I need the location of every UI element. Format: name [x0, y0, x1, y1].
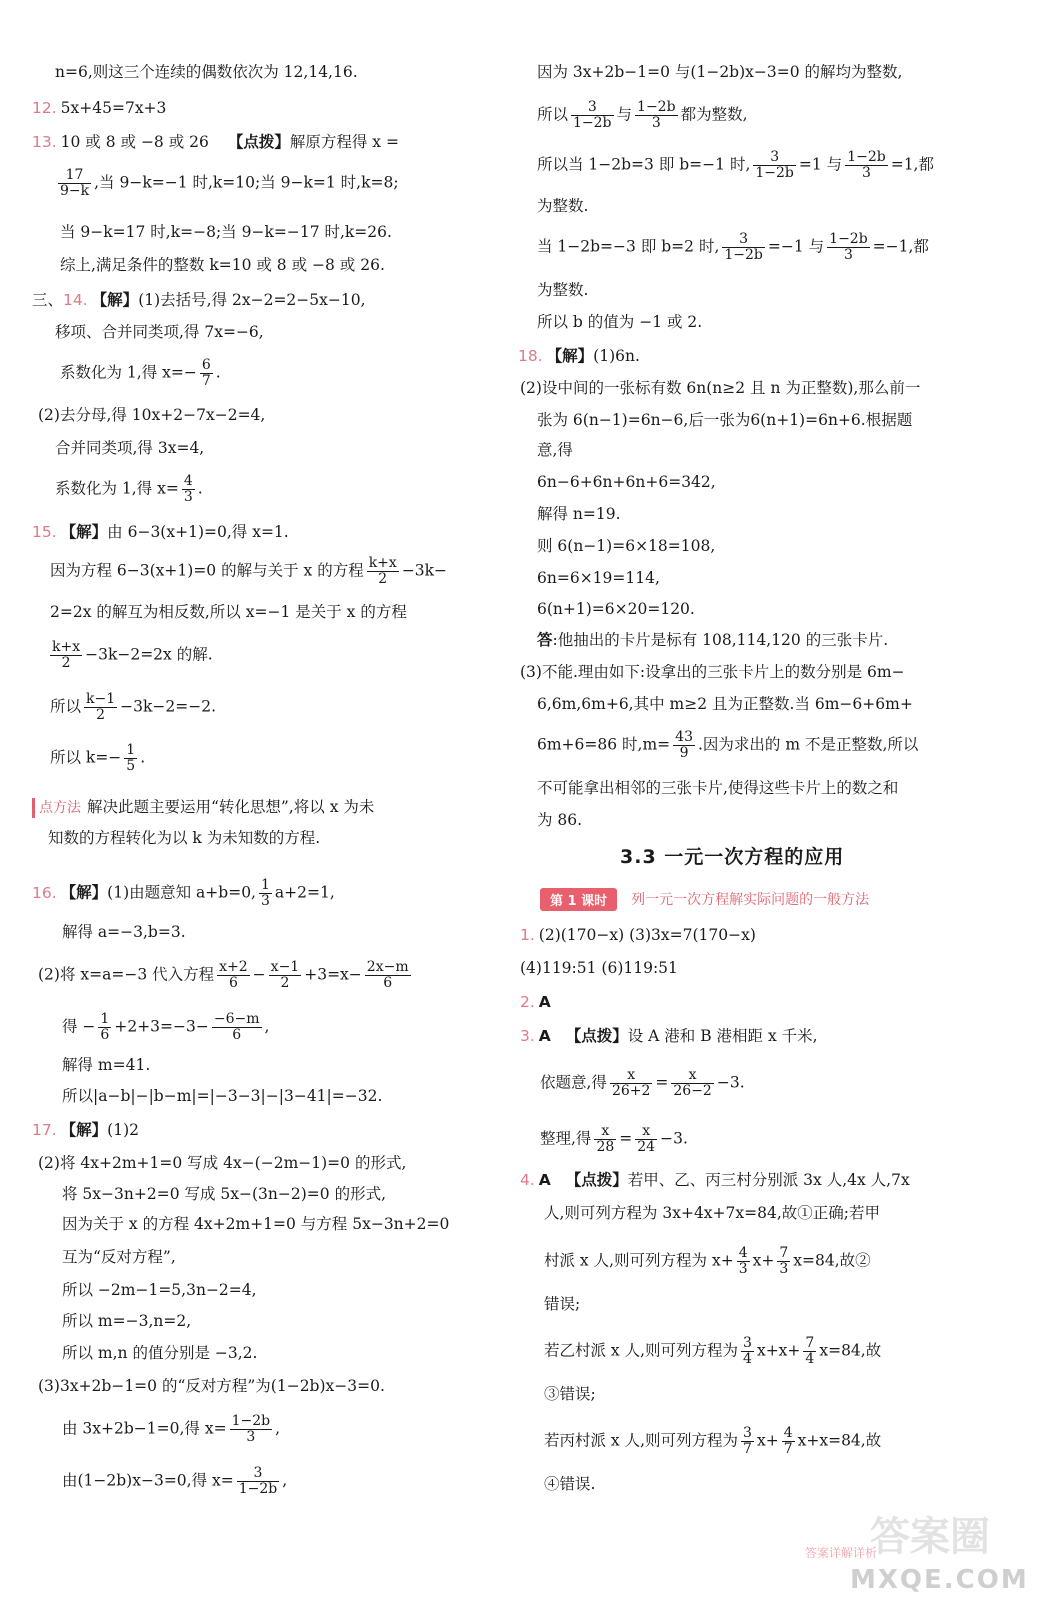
text-line — [537, 100, 748, 131]
text: 若乙村派 x 人,则可列方程为 — [544, 1341, 739, 1360]
text-line — [544, 1336, 881, 1367]
question-number: 3. — [520, 1027, 535, 1045]
text-line: 由 3x+2b−1=0,得 x= $\frac{1-2b}{3}$ , — [62, 1413, 281, 1445]
text: (2)(170−x) (3)3x=7(170−x) — [538, 926, 756, 944]
text: x+x+ — [756, 1341, 801, 1360]
text-line: (4)119:51 (6)119:51 — [520, 959, 678, 977]
text-line: 系数化为 1,得 x=− $\frac{6}{7}$ . — [60, 357, 221, 389]
fraction: $\frac{k+x}{2}$ — [52, 639, 81, 671]
text-line: ④错误. — [544, 1475, 596, 1493]
answer-2 — [520, 992, 551, 1012]
lesson-badge: 第 1 课时 — [540, 888, 617, 911]
text-line: 为 86. — [537, 811, 583, 829]
text-line: 所以 k=− $\frac{1}{5}$ . — [50, 742, 146, 774]
fraction: $\frac{3}{4}$ — [743, 1335, 752, 1367]
text: 由 6−3(x+1)=0,得 x=1. — [107, 523, 289, 541]
text: =−1 与 — [767, 237, 825, 256]
text-line: 则 6(n−1)=6×18=108, — [537, 537, 716, 555]
text: .因为求出的 m 不是正整数,所以 — [698, 735, 919, 754]
text-line: 将 5x−3n+2=0 写成 5x−(3n−2)=0 的形式, — [62, 1185, 386, 1203]
fraction: $\frac{1-2b}{3}$ — [231, 1413, 271, 1445]
text-line: 依题意,得 $\frac{x}{26+2}$ = $\frac{x}{26-2}$ −3. — [540, 1067, 745, 1099]
watermark-url: MXQE.COM — [850, 1565, 1029, 1595]
text-line: (2)将 x=a=−3 代入方程 $\frac{x+2}{6}$ − $\frac{x-1}{2}$ +3=x− $\frac{2x-m}{6}$ — [38, 959, 409, 991]
answer-choice: A — [538, 993, 551, 1011]
text: 系数化为 1,得 x=− — [60, 363, 197, 382]
question-number: 13. — [32, 133, 57, 151]
text-line: (2)设中间的一张标有数 6n(n≥2 且 n 为正整数),那么前一 — [520, 379, 921, 397]
text-line — [50, 640, 213, 671]
fraction: $\frac{3}{7}$ — [743, 1425, 752, 1457]
hint-tag: 【点拨】 — [227, 133, 290, 151]
method-note — [32, 797, 374, 818]
text-line: 所以 m=−3,n=2, — [62, 1312, 192, 1330]
fraction: $\frac{x+2}{6}$ — [219, 959, 248, 991]
text: x+x=84,故 — [797, 1431, 882, 1450]
text: (1)2 — [107, 1121, 139, 1139]
question-12 — [32, 98, 166, 118]
text-line: 6(n+1)=6×20=120. — [537, 600, 695, 618]
question-number: 14. — [63, 291, 88, 309]
solution-tag: 【解】 — [546, 347, 594, 365]
text-line: 所以 m,n 的值分别是 −3,2. — [62, 1344, 258, 1362]
fraction: $\frac{4}{3}$ — [183, 473, 193, 505]
fraction: $\frac{1}{3}$ — [260, 877, 270, 909]
text-line: 人,则可列方程为 3x+4x+7x=84,故①正确;若甲 — [544, 1204, 880, 1222]
fraction: $\frac{3}{1-2b}$ — [573, 99, 612, 131]
text: −3. — [716, 1073, 745, 1092]
solution-tag: 【解】 — [60, 523, 108, 541]
question-13 — [32, 132, 399, 152]
text: (1)由题意知 a+b=0, — [107, 883, 256, 902]
text: 所以当 1−2b=3 即 b=−1 时, — [537, 155, 751, 174]
text: 与 — [616, 105, 633, 124]
text-line: 意,得 — [537, 441, 573, 459]
text-line: (2)将 4x+2m+1=0 写成 4x−(−2m−1)=0 的形式, — [38, 1154, 407, 1172]
question-18 — [518, 346, 640, 366]
question-number: 15. — [32, 523, 57, 541]
answer-text: 10 或 8 或 −8 或 26 — [60, 133, 209, 151]
question-16 — [32, 878, 335, 909]
text-line: 知数的方程转化为以 k 为未知数的方程. — [48, 829, 321, 847]
fraction: $\frac{1}{5}$ — [126, 742, 136, 774]
text: −3k−2=−2. — [120, 697, 216, 716]
fraction: $\frac{1-2b}{3}$ — [637, 99, 676, 131]
fraction: $\frac{4}{3}$ — [738, 1245, 748, 1277]
text-line: 解得 a=−3,b=3. — [62, 923, 186, 941]
answer-choice: A — [538, 1171, 551, 1189]
answer-text: 解原方程得 x = — [289, 133, 399, 151]
answer-text: 5x+45=7x+3 — [60, 99, 167, 117]
text-line: n=6,则这三个连续的偶数依次为 12,14,16. — [55, 63, 358, 81]
question-number: 12. — [32, 99, 57, 117]
text: 村派 x 人,则可列方程为 x+ — [544, 1251, 734, 1270]
text: (1)6n. — [593, 347, 640, 365]
text: 由 3x+2b−1=0,得 x= — [62, 1419, 227, 1438]
text: 由(1−2b)x−3=0,得 x= — [62, 1471, 234, 1490]
answer-choice: A — [538, 1027, 551, 1045]
section-title: 3.3 一元一次方程的应用 — [620, 846, 845, 868]
text: −3k− — [401, 561, 448, 580]
question-15 — [32, 522, 289, 542]
watermark — [840, 1505, 1029, 1595]
lesson-title: 列一元一次方程解实际问题的一般方法 — [631, 892, 870, 908]
fraction: $\frac{x}{26-2}$ — [673, 1067, 712, 1099]
text-line: 错误; — [544, 1295, 581, 1313]
text-line: 为整数. — [537, 197, 589, 215]
text-line — [537, 150, 934, 181]
question-number: 1. — [520, 926, 535, 944]
text-line: 得 − $\frac{1}{6}$ +2+3=−3− $\frac{-6-m}{6}$ , — [62, 1011, 270, 1043]
method-tag: 点方法 — [32, 798, 81, 818]
text-line: 所以 b 的值为 −1 或 2. — [537, 313, 703, 331]
lesson-header — [540, 888, 869, 910]
fraction: $\frac{3}{1-2b}$ — [238, 1465, 278, 1497]
text: =−1,都 — [872, 237, 929, 256]
text-line: 解得 m=41. — [62, 1056, 151, 1074]
text-line — [55, 168, 399, 199]
text-line: 当 9−k=17 时,k=−8;当 9−k=−17 时,k=26. — [60, 223, 392, 241]
text-line: 所以|a−b|−|b−m|=|−3−3|−|3−41|=−32. — [62, 1087, 383, 1105]
fraction: $\frac{43}{9}$ — [675, 729, 693, 761]
text-line: (3)3x+2b−1=0 的“反对方程”为(1−2b)x−3=0. — [38, 1377, 385, 1395]
text: 若丙村派 x 人,则可列方程为 — [544, 1431, 739, 1450]
text-line: 互为“反对方程”, — [62, 1248, 176, 1266]
text: x=84,故② — [793, 1251, 871, 1270]
text-line — [537, 730, 918, 761]
text-line: 所以 −2m−1=5,3n−2=4, — [62, 1281, 257, 1299]
fraction: $\frac{1-2b}{3}$ — [847, 149, 886, 181]
text: 6m+6=86 时,m= — [537, 735, 671, 754]
text: 都为整数, — [680, 105, 748, 124]
solution-tag: 【解】 — [60, 883, 108, 902]
text: 所以 k=− — [50, 748, 122, 767]
text: 设 A 港和 B 港相距 x 千米, — [627, 1027, 818, 1045]
text-line: 为整数. — [537, 281, 589, 299]
text-line: 整理,得 $\frac{x}{28}$ = $\frac{x}{24}$ −3. — [540, 1123, 688, 1155]
fraction: $\frac{17}{9-k}$ — [60, 167, 90, 199]
hint-tag: 【点拨】 — [565, 1171, 628, 1189]
question-number: 16. — [32, 883, 57, 902]
text-line: 村派 x 人,则可列方程为 x+ $\frac{4}{3}$ x+ $\frac{7}{3}$ x=84,故② — [544, 1245, 871, 1277]
text: 系数化为 1,得 x= — [55, 479, 179, 498]
text-line — [537, 630, 888, 650]
text-line: 因为关于 x 的方程 4x+2m+1=0 与方程 5x−3n+2=0 — [62, 1215, 450, 1233]
fraction: $\frac{x}{28}$ — [596, 1123, 615, 1155]
fraction: $\frac{1}{6}$ — [100, 1011, 110, 1043]
text-line: 因为 3x+2b−1=0 与(1−2b)x−3=0 的解均为整数, — [537, 63, 903, 81]
text-line: 6n=6×19=114, — [537, 569, 660, 587]
text: 解决此题主要运用“转化思想”,将以 x 为未 — [87, 798, 375, 816]
fraction: $\frac{4}{7}$ — [783, 1425, 793, 1457]
text: =1,都 — [890, 155, 934, 174]
text: 依题意,得 — [540, 1073, 607, 1092]
text-line: ③错误; — [544, 1385, 596, 1403]
text: −3. — [660, 1129, 688, 1148]
text-line — [544, 1426, 881, 1457]
text-line — [50, 556, 447, 587]
text: 因为方程 6−3(x+1)=0 的解与关于 x 的方程 — [50, 561, 364, 580]
question-17 — [32, 1120, 139, 1140]
fraction: $\frac{x-1}{2}$ — [270, 959, 300, 991]
text-line: 由(1−2b)x−3=0,得 x= $\frac{3}{1-2b}$ , — [62, 1465, 288, 1497]
hint-tag: 【点拨】 — [565, 1027, 628, 1045]
text-line: 不可能拿出相邻的三张卡片,使得这些卡片上的数之和 — [537, 779, 899, 797]
text: +2+3=−3− — [114, 1017, 209, 1036]
text-line: 6,6m,6m+6,其中 m≥2 且为正整数.当 6m−6+6m+ — [537, 695, 913, 713]
text-line: 系数化为 1,得 x= $\frac{4}{3}$ . — [55, 473, 203, 505]
text: +3=x− — [304, 965, 362, 984]
section-marker: 三、 — [32, 291, 64, 309]
fraction: $\frac{3}{1-2b}$ — [755, 149, 794, 181]
answer-4 — [520, 1170, 910, 1190]
solution-tag: 【解】 — [91, 291, 139, 309]
text-line: 6n−6+6n+6n+6=342, — [537, 473, 716, 491]
text-line — [537, 232, 929, 263]
fraction: $\frac{6}{7}$ — [201, 357, 211, 389]
fraction: $\frac{x}{24}$ — [637, 1123, 656, 1155]
text: x+ — [756, 1431, 779, 1450]
text-line: (3)不能.理由如下:设拿出的三张卡片上的数分别是 6m− — [520, 663, 905, 681]
fraction: $\frac{k+x}{2}$ — [368, 555, 397, 587]
question-number: 4. — [520, 1171, 535, 1189]
fraction: $\frac{7}{4}$ — [805, 1335, 815, 1367]
text-line: 张为 6(n−1)=6n−6,后一张为6(n+1)=6n+6.根据题 — [537, 411, 913, 429]
question-number: 18. — [518, 347, 543, 365]
question-number: 17. — [32, 1121, 57, 1139]
text: (1)去括号,得 2x−2=2−5x−10, — [138, 291, 366, 309]
text: a+2=1, — [274, 883, 335, 902]
fraction: $\frac{k-1}{2}$ — [86, 691, 116, 723]
fraction: $\frac{7}{3}$ — [779, 1245, 789, 1277]
question-number: 2. — [520, 993, 535, 1011]
footer-label: 答案详解详析 — [805, 1546, 878, 1560]
fraction: $\frac{3}{1-2b}$ — [724, 231, 763, 263]
text: 所以 — [537, 105, 569, 124]
fraction: $\frac{x}{26+2}$ — [611, 1067, 651, 1099]
watermark-logo: 答案圈 — [870, 1514, 990, 1560]
text-line: (2)去分母,得 10x+2−7x−2=4, — [38, 406, 266, 424]
text: x=84,故 — [819, 1341, 882, 1360]
text-line: 合并同类项,得 3x=4, — [55, 439, 205, 457]
text: −3k−2=2x 的解. — [85, 645, 213, 664]
text-line: 解得 n=19. — [537, 505, 621, 523]
text: 整理,得 — [540, 1129, 592, 1148]
text-line: 综上,满足条件的整数 k=10 或 8 或 −8 或 26. — [60, 256, 385, 274]
text: (2)将 x=a=−3 代入方程 — [38, 965, 215, 984]
fraction: $\frac{2x-m}{6}$ — [366, 959, 409, 991]
fraction: $\frac{1-2b}{3}$ — [829, 231, 868, 263]
text: 所以 — [50, 697, 82, 716]
text: 得 − — [62, 1017, 96, 1036]
question-14 — [32, 290, 366, 310]
answer-3 — [520, 1026, 818, 1046]
text: 若甲、乙、丙三村分别派 3x 人,4x 人,7x — [627, 1171, 910, 1189]
text-line: 移项、合并同类项,得 7x=−6, — [55, 323, 264, 341]
fraction: $\frac{-6-m}{6}$ — [213, 1011, 260, 1043]
text: =1 与 — [798, 155, 843, 174]
text: 当 1−2b=−3 即 b=2 时, — [537, 237, 720, 256]
answer-label: 答 — [537, 631, 553, 649]
answer-1 — [520, 925, 756, 945]
solution-tag: 【解】 — [60, 1121, 108, 1139]
text-line: 2=2x 的解互为相反数,所以 x=−1 是关于 x 的方程 — [50, 603, 407, 621]
text: ,当 9−k=−1 时,k=10;当 9−k=1 时,k=8; — [94, 173, 399, 192]
text-line — [50, 692, 216, 723]
text: :他抽出的卡片是标有 108,114,120 的三张卡片. — [552, 631, 889, 649]
